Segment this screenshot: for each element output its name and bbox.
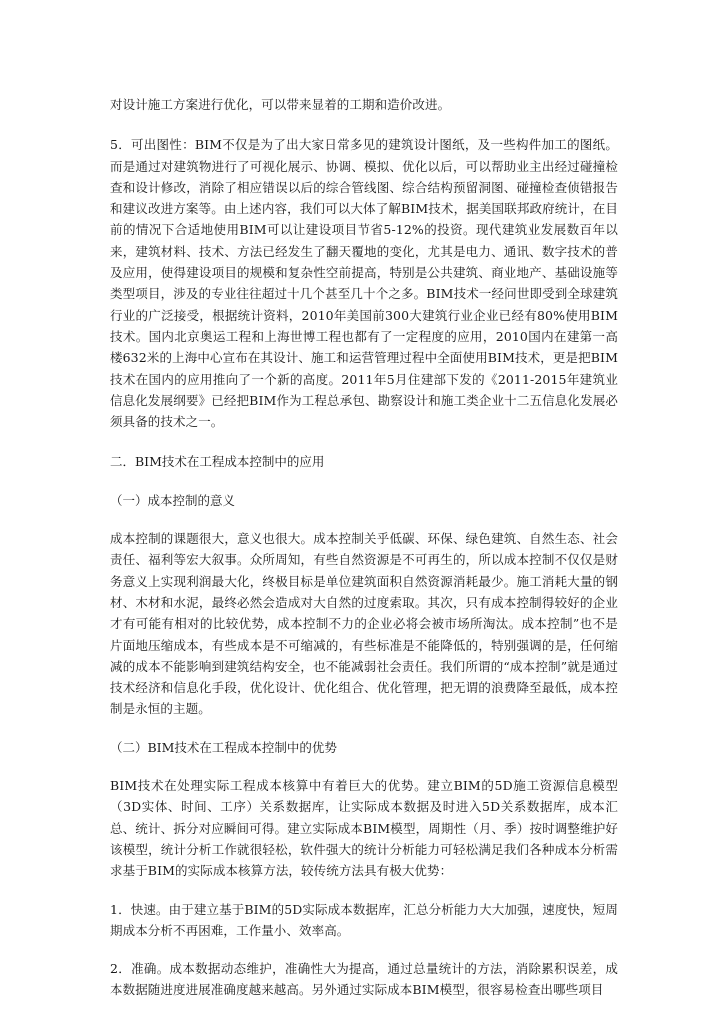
paragraph-design-optimization: 对设计施工方案进行优化，可以带来显着的工期和造价改进。 — [110, 97, 451, 112]
subsection-heading-bim-advantages: （二）BIM技术在工程成本控制中的优势 — [110, 739, 337, 755]
document-page — [110, 94, 618, 1001]
subsection-heading-cost-control-meaning: （一）成本控制的意义 — [110, 492, 236, 508]
paragraph-drawability: 5．可出图性：BIM不仅是为了出大家日常多见的建筑设计图纸，及一些构件加工的图纸。而是通过对建筑物进行了可视化展示、协调、模拟、优化以后，可以帮助业主出经过碰撞检查和设计修改，消除了相应错误以后的综合管线图、综合结构预留洞图、碰撞检查侦错报告和建议改进方案等。由上述内容，我们可以大体了解BIM技术，据美国联邦政府统计，在目前的情况下合适地使用BIM可以让建设项目节省5-12%的投资。现代建筑业发展数百年以来，建筑材料、技术、方法已经发生了翻天覆地的变化，尤其是电力、通讯、数字技术的普及应用，使得建设项目的规模和复杂性空前提高，特别是公共建筑、商业地产、基础设施等类型项目，涉及的专业往往超过十几个甚至几十个之多。BIM技术一经问世即受到全球建筑行业的广泛接受，根据统计资料，2010年美国前300大建筑行业企业已经有80%使用BIM技术。国内北京奥运工程和上海世博工程也都有了一定程度的应用，2010国内在建第一高楼632米的上海中心宣布在其设计、施工和运营管理过程中全面使用BIM技术，更是把BIM技术在国内的应用推向了一个新的高度。2011年5月住建部下发的《2011-2015年建筑业信息化发展纲要》已经把BIM作为工程总承包、勘察设计和施工类企业十二五信息化发展必须具备的技术之一。 — [110, 137, 618, 430]
section-heading-bim-cost-control: 二．BIM技术在工程成本控制中的应用 — [110, 454, 325, 470]
paragraph-bim-advantages: BIM技术在处理实际工程成本核算中有着巨大的优势。建立BIM的5D施工资源信息模型（3D实体、时间、工序）关系数据库，让实际成本数据及时进入5D关系数据库，成本汇总、统计、拆分对应瞬间可得。建立实际成本BIM模型，周期性（月、季）按时调整维护好该模型，统计分析工作就很轻松，软件强大的统计分析能力可轻松满足我们各种成本分析需求基于BIM的实际成本核算方法，较传统方法具有极大优势： — [110, 778, 618, 879]
paragraph-cost-control-meaning: 成本控制的课题很大，意义也很大。成本控制关乎低碳、环保、绿色建筑、自然生态、社会责任、福利等宏大叙事。众所周知，有些自然资源是不可再生的，所以成本控制不仅仅是财务意义上实现利润最大化，终极目标是单位建筑面积自然资源消耗最少。施工消耗大量的钢材、木材和水泥，最终必然会造成对大自然的过度索取。其次，只有成本控制得较好的企业才有可能有相对的比较优势，成本控制不力的企业必将会被市场所淘汰。成本控制”也不是片面地压缩成本，有些成本是不可缩减的，有些标准是不能降低的，特别强调的是，任何缩减的成本不能影响到建筑结构安全，也不能减弱社会责任。我们所谓的“成本控制”就是通过技术经济和信息化手段，优化设计、优化组合、优化管理，把无谓的浪费降至最低，成本控制是永恒的主题。 — [110, 531, 618, 717]
paragraph-speed: 1．快速。由于建立基于BIM的5D实际成本数据库，汇总分析能力大大加强，速度快，短周期成本分析不再困难，工作量小、效率高。 — [110, 901, 618, 938]
paragraph-accuracy: 2．准确。成本数据动态维护，准确性大为提高，通过总量统计的方法，消除累积误差，成本数据随进度进展准确度越来越高。另外通过实际成本BIM模型，很容易检查出哪些项目 — [110, 961, 618, 998]
